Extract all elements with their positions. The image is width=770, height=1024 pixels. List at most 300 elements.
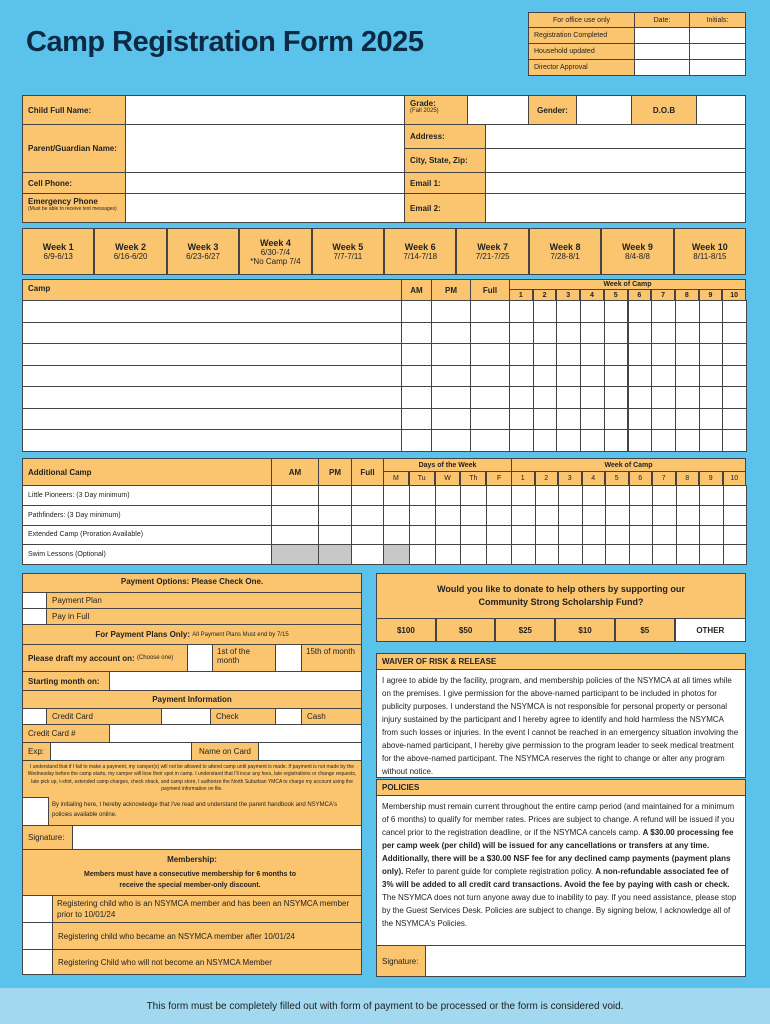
camp-checkbox-cell[interactable]	[699, 300, 724, 323]
camp-checkbox-cell[interactable]	[699, 429, 724, 452]
membership-opt1-label: Registering child who is an NSYMCA member and has been an NSYMCA member prior to 10/01/24	[52, 895, 362, 923]
additional-checkbox-cell[interactable]	[723, 525, 748, 546]
camp-checkbox-cell[interactable]	[533, 343, 558, 366]
additional-header: Additional Camp	[22, 458, 272, 486]
additional-checkbox-cell[interactable]	[699, 505, 724, 526]
week-number: 9	[699, 471, 723, 486]
week-number: 8	[676, 471, 700, 486]
policies-p1: Membership must remain current throughout the entire camp period (and maintained for a minimum of 6 months) to qualify for member rates. Prices are subject to change. A refund will be issued if you cancel prior to the registration deadline, or if the NSYMCA cancels camp.	[382, 802, 735, 838]
initial-acknowledgment: By initialing here, I hereby acknowledge that I've read and understand the parent handbook and NSYMCA's policies available online.	[52, 802, 338, 819]
additional-camp-table	[22, 458, 746, 564]
additional-checkbox-cell[interactable]	[699, 525, 724, 546]
camp-checkbox-cell[interactable]	[675, 300, 700, 323]
additional-checkbox-cell[interactable]	[629, 505, 654, 526]
office-row-director: Director Approval	[528, 59, 635, 76]
additional-checkbox-cell[interactable]	[652, 505, 677, 526]
camp-checkbox-cell[interactable]	[628, 365, 653, 388]
additional-checkbox-cell[interactable]	[435, 485, 462, 506]
parent-name-label: Parent/Guardian Name:	[22, 124, 126, 173]
additional-checkbox-cell[interactable]	[582, 505, 607, 526]
additional-checkbox-cell[interactable]	[723, 505, 748, 526]
week-dates: 8/4-8/8	[625, 252, 650, 261]
policies-text	[376, 795, 746, 946]
camp-checkbox-cell[interactable]	[580, 408, 605, 431]
pay-in-full-label: Pay in Full	[46, 608, 362, 625]
week-number: 2	[535, 471, 559, 486]
parent-name-field[interactable]	[125, 124, 405, 173]
camp-checkbox-cell[interactable]	[675, 365, 700, 388]
camp-checkbox-cell[interactable]	[604, 429, 629, 452]
camp-checkbox-cell[interactable]	[722, 365, 747, 388]
camp-checkbox-cell[interactable]	[651, 300, 676, 323]
additional-checkbox-cell[interactable]	[271, 505, 319, 526]
week-number: 2	[533, 289, 557, 301]
week-dates: 6/30-7/4	[260, 247, 291, 257]
membership-opt3-checkbox[interactable]	[22, 949, 53, 975]
additional-checkbox-cell[interactable]	[351, 525, 384, 546]
policies-signature-field[interactable]	[425, 945, 746, 977]
camp-checkbox-cell[interactable]	[556, 343, 581, 366]
week-3	[167, 228, 239, 275]
additional-checkbox-cell[interactable]	[318, 505, 352, 526]
waiver-header: WAIVER OF RISK & RELEASE	[376, 653, 746, 670]
week-number: 6	[629, 471, 653, 486]
camp-checkbox-cell[interactable]	[556, 300, 581, 323]
cash-label: Cash	[301, 708, 362, 725]
camp-rows	[22, 300, 746, 451]
camp-checkbox-cell[interactable]	[401, 300, 432, 323]
additional-checkbox-cell[interactable]	[629, 544, 654, 565]
additional-checkbox-cell[interactable]	[558, 505, 583, 526]
additional-checkbox-cell[interactable]	[486, 544, 513, 565]
camp-checkbox-cell[interactable]	[431, 343, 471, 366]
donate-5-option[interactable]: $5	[615, 618, 675, 642]
camp-checkbox-cell[interactable]	[556, 408, 581, 431]
name-on-card-label: Name on Card	[191, 742, 259, 761]
camp-checkbox-cell[interactable]	[401, 386, 432, 409]
additional-checkbox-cell[interactable]	[652, 544, 677, 565]
camp-checkbox-cell[interactable]	[580, 386, 605, 409]
address-label: Address:	[404, 124, 486, 149]
policies-signature-label: Signature:	[376, 945, 426, 977]
donate-100-option[interactable]: $100	[376, 618, 436, 642]
additional-checkbox-cell[interactable]	[676, 485, 701, 506]
payment-signature-field[interactable]	[72, 825, 362, 850]
camp-checkbox-cell[interactable]	[509, 386, 534, 409]
camp-checkbox-cell[interactable]	[470, 429, 510, 452]
camp-checkbox-cell[interactable]	[628, 300, 653, 323]
camp-checkbox-cell[interactable]	[604, 365, 629, 388]
additional-checkbox-cell[interactable]	[460, 544, 487, 565]
office-date-field[interactable]	[634, 27, 690, 44]
week-number: 3	[556, 289, 580, 301]
gender-label: Gender:	[528, 95, 577, 125]
camp-checkbox-cell[interactable]	[651, 365, 676, 388]
donate-50-option[interactable]: $50	[436, 618, 496, 642]
additional-checkbox-cell[interactable]	[318, 525, 352, 546]
additional-checkbox-cell[interactable]	[676, 505, 701, 526]
membership-opt2-label: Registering child who became an NSYMCA member after 10/01/24	[52, 922, 362, 950]
additional-checkbox-cell[interactable]	[409, 505, 436, 526]
donate-question: Would you like to donate to help others by supporting our Community Strong Scholarship Fund?	[376, 573, 746, 619]
additional-checkbox-cell[interactable]	[435, 544, 462, 565]
payment-plans-only-label: For Payment Plans Only:	[95, 630, 191, 639]
camp-checkbox-cell[interactable]	[604, 408, 629, 431]
camp-checkbox-cell[interactable]	[675, 343, 700, 366]
week-number: 1	[509, 289, 533, 301]
camp-checkbox-cell[interactable]	[699, 408, 724, 431]
camp-checkbox-cell[interactable]	[401, 365, 432, 388]
additional-checkbox-cell[interactable]	[271, 485, 319, 506]
additional-checkbox-cell[interactable]	[629, 525, 654, 546]
camp-checkbox-cell[interactable]	[470, 300, 510, 323]
camp-checkbox-cell[interactable]	[699, 386, 724, 409]
camp-checkbox-cell[interactable]	[556, 322, 581, 345]
camp-checkbox-cell[interactable]	[628, 429, 653, 452]
additional-checkbox-cell[interactable]	[605, 505, 630, 526]
initial-field[interactable]	[22, 797, 49, 826]
pay-in-full-checkbox[interactable]	[22, 608, 47, 625]
additional-checkbox-cell[interactable]	[558, 544, 583, 565]
week-number: 4	[580, 289, 604, 301]
camp-checkbox-cell[interactable]	[580, 343, 605, 366]
emergency-sub-text: (Must be able to receive text messages)	[28, 206, 117, 212]
additional-checkbox-cell[interactable]	[351, 505, 384, 526]
week-dates: 7/7-7/11	[333, 252, 363, 261]
cc-number-label: Credit Card #	[22, 724, 110, 743]
camp-name-field[interactable]	[22, 322, 402, 345]
camp-name-field[interactable]	[22, 365, 402, 388]
additional-week-of-camp-header: Week of Camp	[511, 458, 746, 472]
office-date-field[interactable]	[634, 59, 690, 76]
camp-checkbox-cell[interactable]	[431, 408, 471, 431]
camp-checkbox-cell[interactable]	[401, 429, 432, 452]
additional-checkbox-cell[interactable]	[676, 544, 701, 565]
week-10	[674, 228, 746, 275]
additional-checkbox-cell[interactable]	[460, 525, 487, 546]
address-field[interactable]	[485, 124, 746, 149]
camp-checkbox-cell[interactable]	[431, 429, 471, 452]
credit-card-checkbox[interactable]	[22, 708, 47, 725]
camp-week-of-camp-header: Week of Camp	[509, 279, 746, 290]
membership-opt1-checkbox[interactable]	[22, 895, 53, 923]
camp-checkbox-cell[interactable]	[509, 429, 534, 452]
camp-checkbox-cell[interactable]	[722, 322, 747, 345]
additional-checkbox-cell[interactable]	[605, 485, 630, 506]
starting-month-field[interactable]	[109, 671, 362, 691]
camp-header: Camp	[22, 279, 402, 301]
camp-checkbox-cell[interactable]	[722, 429, 747, 452]
additional-checkbox-cell[interactable]	[605, 525, 630, 546]
week-dates: 6/9-6/13	[43, 252, 73, 261]
additional-checkbox-cell[interactable]	[582, 485, 607, 506]
camp-checkbox-cell[interactable]	[431, 300, 471, 323]
camp-name-field[interactable]	[22, 343, 402, 366]
week-5	[312, 228, 384, 275]
camp-checkbox-cell[interactable]	[675, 429, 700, 452]
additional-checkbox-cell[interactable]	[318, 485, 352, 506]
additional-pm-header: PM	[318, 458, 352, 486]
camp-checkbox-cell[interactable]	[509, 300, 534, 323]
camp-checkbox-cell[interactable]	[699, 343, 724, 366]
first-of-month-checkbox[interactable]	[187, 644, 213, 672]
footer-text: This form must be completely filled out with form of payment to be processed or the form is considered void.	[146, 1000, 624, 1012]
email1-field[interactable]	[485, 172, 746, 194]
camp-checkbox-cell[interactable]	[628, 343, 653, 366]
camp-checkbox-cell[interactable]	[470, 386, 510, 409]
week-9	[601, 228, 673, 275]
camp-checkbox-cell[interactable]	[401, 408, 432, 431]
payment-info-header: Payment Information	[152, 695, 232, 704]
camp-name-field[interactable]	[22, 429, 402, 452]
week-number: 3	[558, 471, 582, 486]
additional-checkbox-cell[interactable]	[486, 525, 513, 546]
camp-checkbox-cell[interactable]	[628, 322, 653, 345]
camp-checkbox-cell[interactable]	[401, 343, 432, 366]
camp-checkbox-cell[interactable]	[533, 386, 558, 409]
day-label: W	[435, 471, 461, 486]
week-number: 10	[723, 471, 747, 486]
additional-checkbox-cell[interactable]	[652, 485, 677, 506]
check-checkbox[interactable]	[161, 708, 211, 725]
camp-checkbox-cell[interactable]	[628, 408, 653, 431]
waiver-text: I agree to abide by the facility, program, and membership policies of the NSYMCA at all times while on the premises. I give permission for the above-named participant to be included in photos for publicity purposes. I understand the NSYMCA is not responsible for personal property or personal injury sustained by the participant and I hereby agree to identify and hold harmless the NSYMCA from such losses or injuries. In the event I cannot be reached in an emergency situation involving the above-named participant, I hereby give permission to the program leader to seek medical treatment for the above-named participant. The NSYMCA reserves the right to change or alter any program without notice.	[376, 669, 746, 778]
additional-am-header: AM	[271, 458, 319, 486]
office-initials-field[interactable]	[689, 27, 746, 44]
additional-checkbox-cell[interactable]	[460, 485, 487, 506]
additional-checkbox-cell	[318, 544, 352, 565]
office-initials-field[interactable]	[689, 59, 746, 76]
office-row-household: Household updated	[528, 43, 635, 60]
dob-label: D.O.B	[631, 95, 697, 125]
additional-checkbox-cell[interactable]	[535, 525, 560, 546]
week-6	[384, 228, 456, 275]
camp-checkbox-cell[interactable]	[533, 408, 558, 431]
camp-checkbox-cell[interactable]	[470, 365, 510, 388]
camp-checkbox-cell[interactable]	[604, 322, 629, 345]
additional-checkbox-cell[interactable]	[486, 485, 513, 506]
week-number: 4	[582, 471, 606, 486]
camp-checkbox-cell[interactable]	[699, 322, 724, 345]
additional-checkbox-cell[interactable]	[460, 505, 487, 526]
additional-checkbox-cell[interactable]	[582, 525, 607, 546]
grade-field[interactable]	[467, 95, 529, 125]
office-date-header: Date:	[634, 12, 690, 28]
check-label: Check	[210, 708, 276, 725]
camp-checkbox-cell[interactable]	[470, 343, 510, 366]
donate-amounts	[376, 618, 746, 642]
additional-checkbox-cell[interactable]	[629, 485, 654, 506]
camp-checkbox-cell[interactable]	[509, 343, 534, 366]
week-dates: 7/21-7/25	[475, 252, 510, 261]
camp-checkbox-cell[interactable]	[628, 386, 653, 409]
camp-checkbox-cell[interactable]	[580, 300, 605, 323]
payment-plan-checkbox[interactable]	[22, 592, 47, 609]
camp-checkbox-cell[interactable]	[675, 322, 700, 345]
day-label: Tu	[409, 471, 435, 486]
camp-checkbox-cell[interactable]	[509, 408, 534, 431]
week-number: 7	[651, 289, 675, 301]
email2-field[interactable]	[485, 193, 746, 223]
camp-checkbox-cell[interactable]	[533, 322, 558, 345]
emergency-field[interactable]	[125, 193, 405, 223]
additional-checkbox-cell[interactable]	[535, 544, 560, 565]
camp-checkbox-cell[interactable]	[556, 429, 581, 452]
grade-label-text: Grade:	[410, 99, 436, 108]
camp-name-field[interactable]	[22, 386, 402, 409]
camp-checkbox-cell[interactable]	[651, 343, 676, 366]
camp-checkbox-cell[interactable]	[556, 365, 581, 388]
membership-opt3-label: Registering Child who will not become an NSYMCA Member	[52, 949, 362, 975]
additional-checkbox-cell[interactable]	[351, 544, 384, 565]
camp-checkbox-cell[interactable]	[604, 300, 629, 323]
cash-checkbox[interactable]	[275, 708, 302, 725]
exp-label: Exp:	[22, 742, 51, 761]
camp-checkbox-cell[interactable]	[401, 322, 432, 345]
camp-checkbox-cell[interactable]	[431, 322, 471, 345]
additional-checkbox-cell[interactable]	[605, 544, 630, 565]
additional-checkbox-cell[interactable]	[511, 505, 536, 526]
camp-checkbox-cell[interactable]	[675, 408, 700, 431]
camp-checkbox-cell[interactable]	[651, 429, 676, 452]
membership-opt2-checkbox[interactable]	[22, 922, 53, 950]
city-field[interactable]	[485, 148, 746, 173]
camp-checkbox-cell[interactable]	[580, 322, 605, 345]
donate-other-option[interactable]: OTHER	[675, 618, 746, 642]
camp-checkbox-cell[interactable]	[604, 386, 629, 409]
camp-full-header: Full	[470, 279, 510, 301]
camp-checkbox-cell[interactable]	[675, 386, 700, 409]
policies-header: POLICIES	[376, 779, 746, 796]
membership-header: Membership:	[167, 855, 217, 864]
week-number: 8	[675, 289, 699, 301]
camp-checkbox-cell[interactable]	[533, 300, 558, 323]
camp-checkbox-cell[interactable]	[699, 365, 724, 388]
week-name: Week 3	[187, 242, 219, 252]
additional-checkbox-cell[interactable]	[723, 485, 748, 506]
child-name-field[interactable]	[125, 95, 405, 125]
camp-checkbox-cell[interactable]	[509, 322, 534, 345]
additional-checkbox-cell[interactable]	[511, 485, 536, 506]
week-4	[239, 228, 311, 275]
name-on-card-field[interactable]	[258, 742, 362, 761]
additional-checkbox-cell[interactable]	[676, 525, 701, 546]
policies-p3: Refer to parent guide for complete registration policy.	[403, 867, 596, 877]
dob-field[interactable]	[696, 95, 746, 125]
camp-checkbox-cell[interactable]	[431, 365, 471, 388]
additional-checkbox-cell[interactable]	[582, 544, 607, 565]
week-2	[94, 228, 166, 275]
payment-plan-label: Payment Plan	[46, 592, 362, 609]
camp-checkbox-cell[interactable]	[722, 386, 747, 409]
additional-rows	[22, 485, 746, 564]
camp-checkbox-cell[interactable]	[556, 386, 581, 409]
additional-checkbox-cell[interactable]	[271, 525, 319, 546]
additional-checkbox-cell[interactable]	[409, 544, 436, 565]
exp-field[interactable]	[50, 742, 192, 761]
additional-checkbox-cell[interactable]	[558, 485, 583, 506]
additional-checkbox-cell[interactable]	[699, 544, 724, 565]
cell-phone-field[interactable]	[125, 172, 405, 194]
grade-label	[404, 95, 468, 125]
week-name: Week 4	[259, 237, 291, 248]
additional-checkbox-cell[interactable]	[435, 505, 462, 526]
week-1	[22, 228, 94, 275]
additional-checkbox-cell[interactable]	[383, 525, 410, 546]
camp-checkbox-cell[interactable]	[722, 300, 747, 323]
week-number: 10	[722, 289, 746, 301]
camp-checkbox-cell[interactable]	[651, 408, 676, 431]
payment-plans-only	[22, 627, 362, 642]
additional-checkbox-cell[interactable]	[699, 485, 724, 506]
day-label: F	[486, 471, 512, 486]
camp-checkbox-cell[interactable]	[580, 429, 605, 452]
additional-checkbox-cell[interactable]	[383, 505, 410, 526]
camp-checkbox-cell[interactable]	[651, 322, 676, 345]
camp-checkbox-cell[interactable]	[722, 343, 747, 366]
page-title: Camp Registration Form 2025	[26, 26, 424, 58]
additional-checkbox-cell[interactable]	[535, 505, 560, 526]
camp-checkbox-cell[interactable]	[431, 386, 471, 409]
office-initials-header: Initials:	[689, 12, 746, 28]
office-date-field[interactable]	[634, 43, 690, 60]
additional-checkbox-cell[interactable]	[409, 485, 436, 506]
camp-checkbox-cell[interactable]	[470, 408, 510, 431]
additional-checkbox-cell	[271, 544, 319, 565]
camp-checkbox-cell[interactable]	[509, 365, 534, 388]
camp-name-field[interactable]	[22, 408, 402, 431]
week-dates: 8/11-8/15	[693, 252, 727, 261]
additional-checkbox-cell[interactable]	[511, 525, 536, 546]
camp-checkbox-cell[interactable]	[604, 343, 629, 366]
week-number: 5	[604, 289, 628, 301]
draft-label-text: Please draft my account on:	[28, 653, 135, 663]
additional-checkbox-cell[interactable]	[652, 525, 677, 546]
camp-checkbox-cell[interactable]	[470, 322, 510, 345]
fifteenth-checkbox[interactable]	[275, 644, 302, 672]
donate-25-option[interactable]: $25	[495, 618, 555, 642]
camp-checkbox-cell[interactable]	[533, 365, 558, 388]
additional-checkbox-cell[interactable]	[486, 505, 513, 526]
cc-number-field[interactable]	[109, 724, 362, 743]
gender-field[interactable]	[576, 95, 632, 125]
camp-name-field[interactable]	[22, 300, 402, 323]
camp-checkbox-cell[interactable]	[533, 429, 558, 452]
office-initials-field[interactable]	[689, 43, 746, 60]
additional-checkbox-cell[interactable]	[435, 525, 462, 546]
camp-checkbox-cell[interactable]	[580, 365, 605, 388]
footer	[0, 987, 770, 1024]
additional-checkbox-cell[interactable]	[351, 485, 384, 506]
additional-checkbox-cell[interactable]	[409, 525, 436, 546]
additional-checkbox-cell[interactable]	[535, 485, 560, 506]
week-name: Week 5	[332, 242, 364, 252]
policies-p4: A non-refundable associated fee of 3% will be added to all credit card transactions. Avoid the fee by paying with cash or check.	[382, 867, 730, 890]
additional-checkbox-cell[interactable]	[511, 544, 536, 565]
additional-row-label: Swim Lessons (Optional)	[22, 544, 272, 565]
donate-10-option[interactable]: $10	[555, 618, 615, 642]
weeks-row	[22, 228, 746, 275]
additional-checkbox-cell[interactable]	[723, 544, 748, 565]
camp-checkbox-cell[interactable]	[651, 386, 676, 409]
week-name: Week 7	[477, 242, 509, 252]
additional-checkbox-cell[interactable]	[558, 525, 583, 546]
camp-checkbox-cell[interactable]	[722, 408, 747, 431]
first-of-month-label: 1st of the month	[212, 644, 276, 672]
email1-label: Email 1:	[404, 172, 486, 194]
additional-checkbox-cell[interactable]	[383, 485, 410, 506]
membership-sub: Members must have a consecutive membership for 6 months to receive the special member-only discount.	[83, 871, 296, 889]
